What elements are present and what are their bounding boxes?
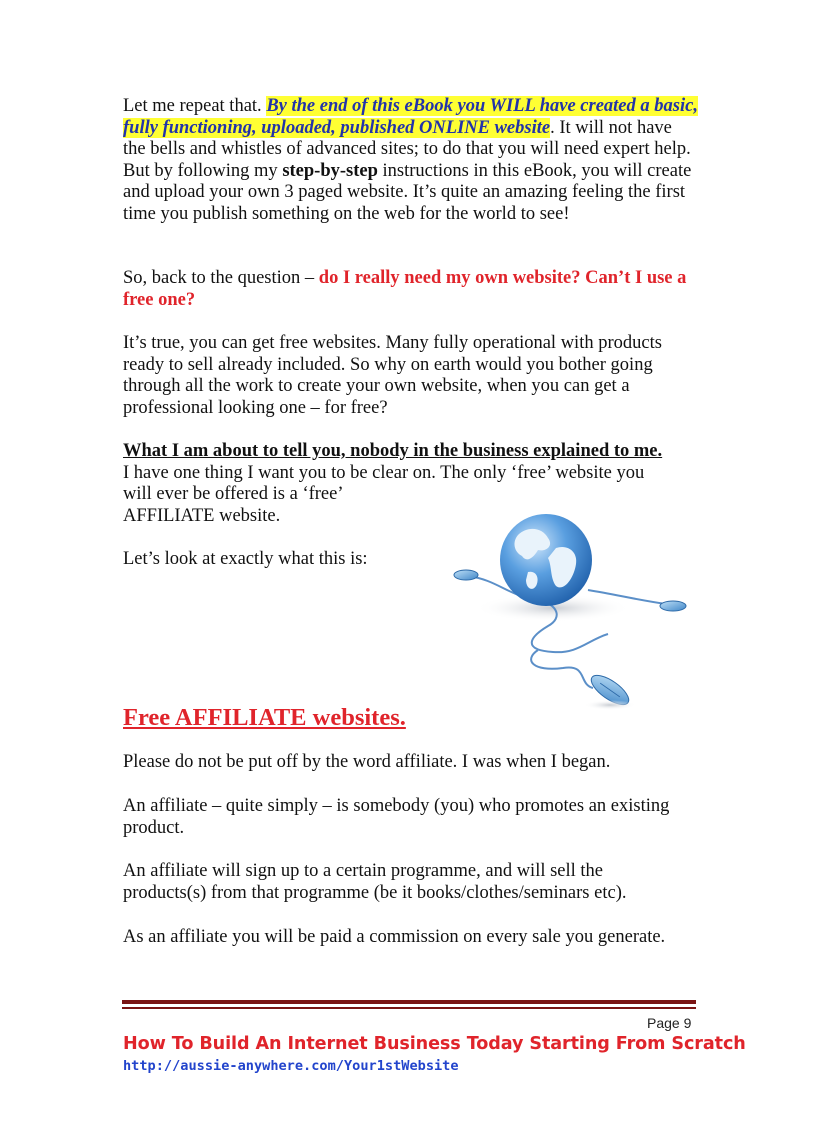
p1-rest: instructions in this eBook, you will create and upload your own 3 paged website. It’s quite an amazing feeling the first time you publish something on the web for the world to see! [123, 160, 692, 224]
paragraph-programme: An affiliate will sign up to a certain programme, and will sell the products(s) from that programme (be it books/clothes/seminars etc). [123, 861, 627, 903]
p1-highlight: By the end of this eBook you WILL have created a basic, fully functioning, uploaded, published ONLINE website [123, 96, 698, 138]
paragraph-definition: An affiliate – quite simply – is somebody (you) who promotes an existing product. [123, 796, 670, 838]
paragraph-free-websites: It’s true, you can get free websites. Many fully operational with products ready to sell already included. So why on earth would you bother going through all the work to create your own website, when you can get a professional looking one – for free? [123, 333, 662, 418]
paragraph-repeat [123, 96, 698, 226]
p1-after: . It will not have the bells and whistles of advanced sites; to do that you will need expert help. But by following my [123, 117, 691, 181]
page-number: Page 9 [647, 1015, 692, 1031]
p1-bold: step-by-step [282, 160, 378, 181]
p4-line3: AFFILIATE website. [123, 505, 281, 526]
footer-title: How To Build An Internet Business Today Starting From Scratch [123, 1034, 746, 1054]
p2-intro: So, back to the question – [123, 268, 319, 288]
p4-line1: I have one thing I want you to be clear on. The only ‘free’ website you [123, 462, 645, 483]
paragraph-question [123, 268, 698, 311]
paragraph-commission: As an affiliate you will be paid a commission on every sale you generate. [123, 927, 666, 947]
globe-image [428, 500, 710, 722]
section-heading: Free AFFILIATE websites. [123, 704, 406, 731]
p1-intro: Let me repeat that. [123, 96, 267, 116]
p4-line2: will ever be offered is a ‘free’ [123, 484, 344, 505]
footer-url[interactable]: http://aussie-anywhere.com/Your1stWebsite [123, 1058, 459, 1074]
p4-underlined: What I am about to tell you, nobody in the business explained to me. [123, 441, 663, 461]
footer-rule-thin [122, 1007, 696, 1009]
paragraph-look: Let’s look at exactly what this is: [123, 549, 368, 569]
globe-with-mice-icon [428, 500, 710, 722]
p2-question: do I really need my own website? Can’t I use a free one? [123, 268, 687, 310]
paragraph-put-off: Please do not be put off by the word affiliate. I was when I began. [123, 752, 611, 772]
footer-rule-thick [122, 1000, 696, 1004]
